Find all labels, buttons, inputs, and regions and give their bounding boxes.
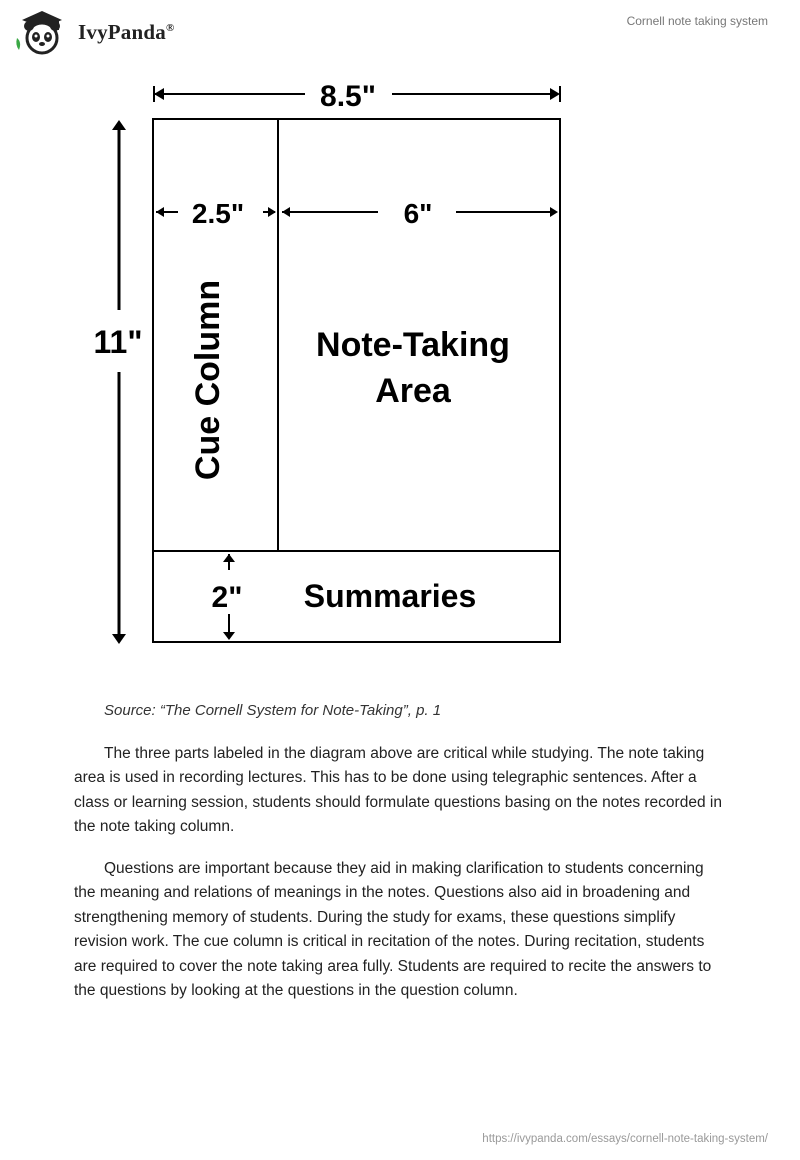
source-url-link[interactable]: https://ivypanda.com/essays/cornell-note-taking-system/ xyxy=(482,1133,768,1145)
notes-width-label: 6" xyxy=(403,198,433,229)
width-label: 8.5" xyxy=(320,80,376,113)
panda-icon xyxy=(14,8,70,56)
notes-area-label-line2: Area xyxy=(375,372,451,410)
summaries-label: Summaries xyxy=(303,578,477,614)
cornell-diagram xyxy=(80,80,580,660)
figure-caption: Source: “The Cornell System for Note-Taking”, p. 1 xyxy=(104,702,442,719)
cue-column-label: Cue Column xyxy=(189,279,227,481)
height-dimension-arrow xyxy=(94,120,143,644)
body-paragraph: The three parts labeled in the diagram above are critical while studying. The note taking area is used in recording lectures. This has to be done using telegraphic sentences. After a class or learning session, students should formulate questions basing on the notes recorded in the note taking column. xyxy=(74,745,722,836)
height-label: 11" xyxy=(93,324,143,360)
summary-height-arrow xyxy=(212,554,243,640)
document-title: Cornell note taking system xyxy=(626,14,768,28)
cue-width-label: 2.5" xyxy=(191,198,245,229)
page-header xyxy=(0,0,800,60)
ivypanda-logo[interactable] xyxy=(14,8,214,58)
body-paragraph: Questions are important because they aid in making clarification to students concerning the meaning and relations of meanings in the notes. Questions also aid in broadening and strengthening memory of students. During the study for exams, these questions simplify revision work. The cue column is critical in recitation of the notes. During recitation, students are required to cover the note taking area fully. Students are required to recite the answers to the questions by looking at the questions in the question column. xyxy=(74,860,712,1000)
cue-width-arrow xyxy=(156,198,276,229)
notes-width-arrow xyxy=(282,198,558,229)
summary-height-label: 2" xyxy=(211,581,243,614)
brand-name: IvyPanda® xyxy=(78,20,175,44)
width-dimension-arrow xyxy=(154,80,560,113)
notes-area-label-line1: Note-Taking xyxy=(316,326,510,364)
